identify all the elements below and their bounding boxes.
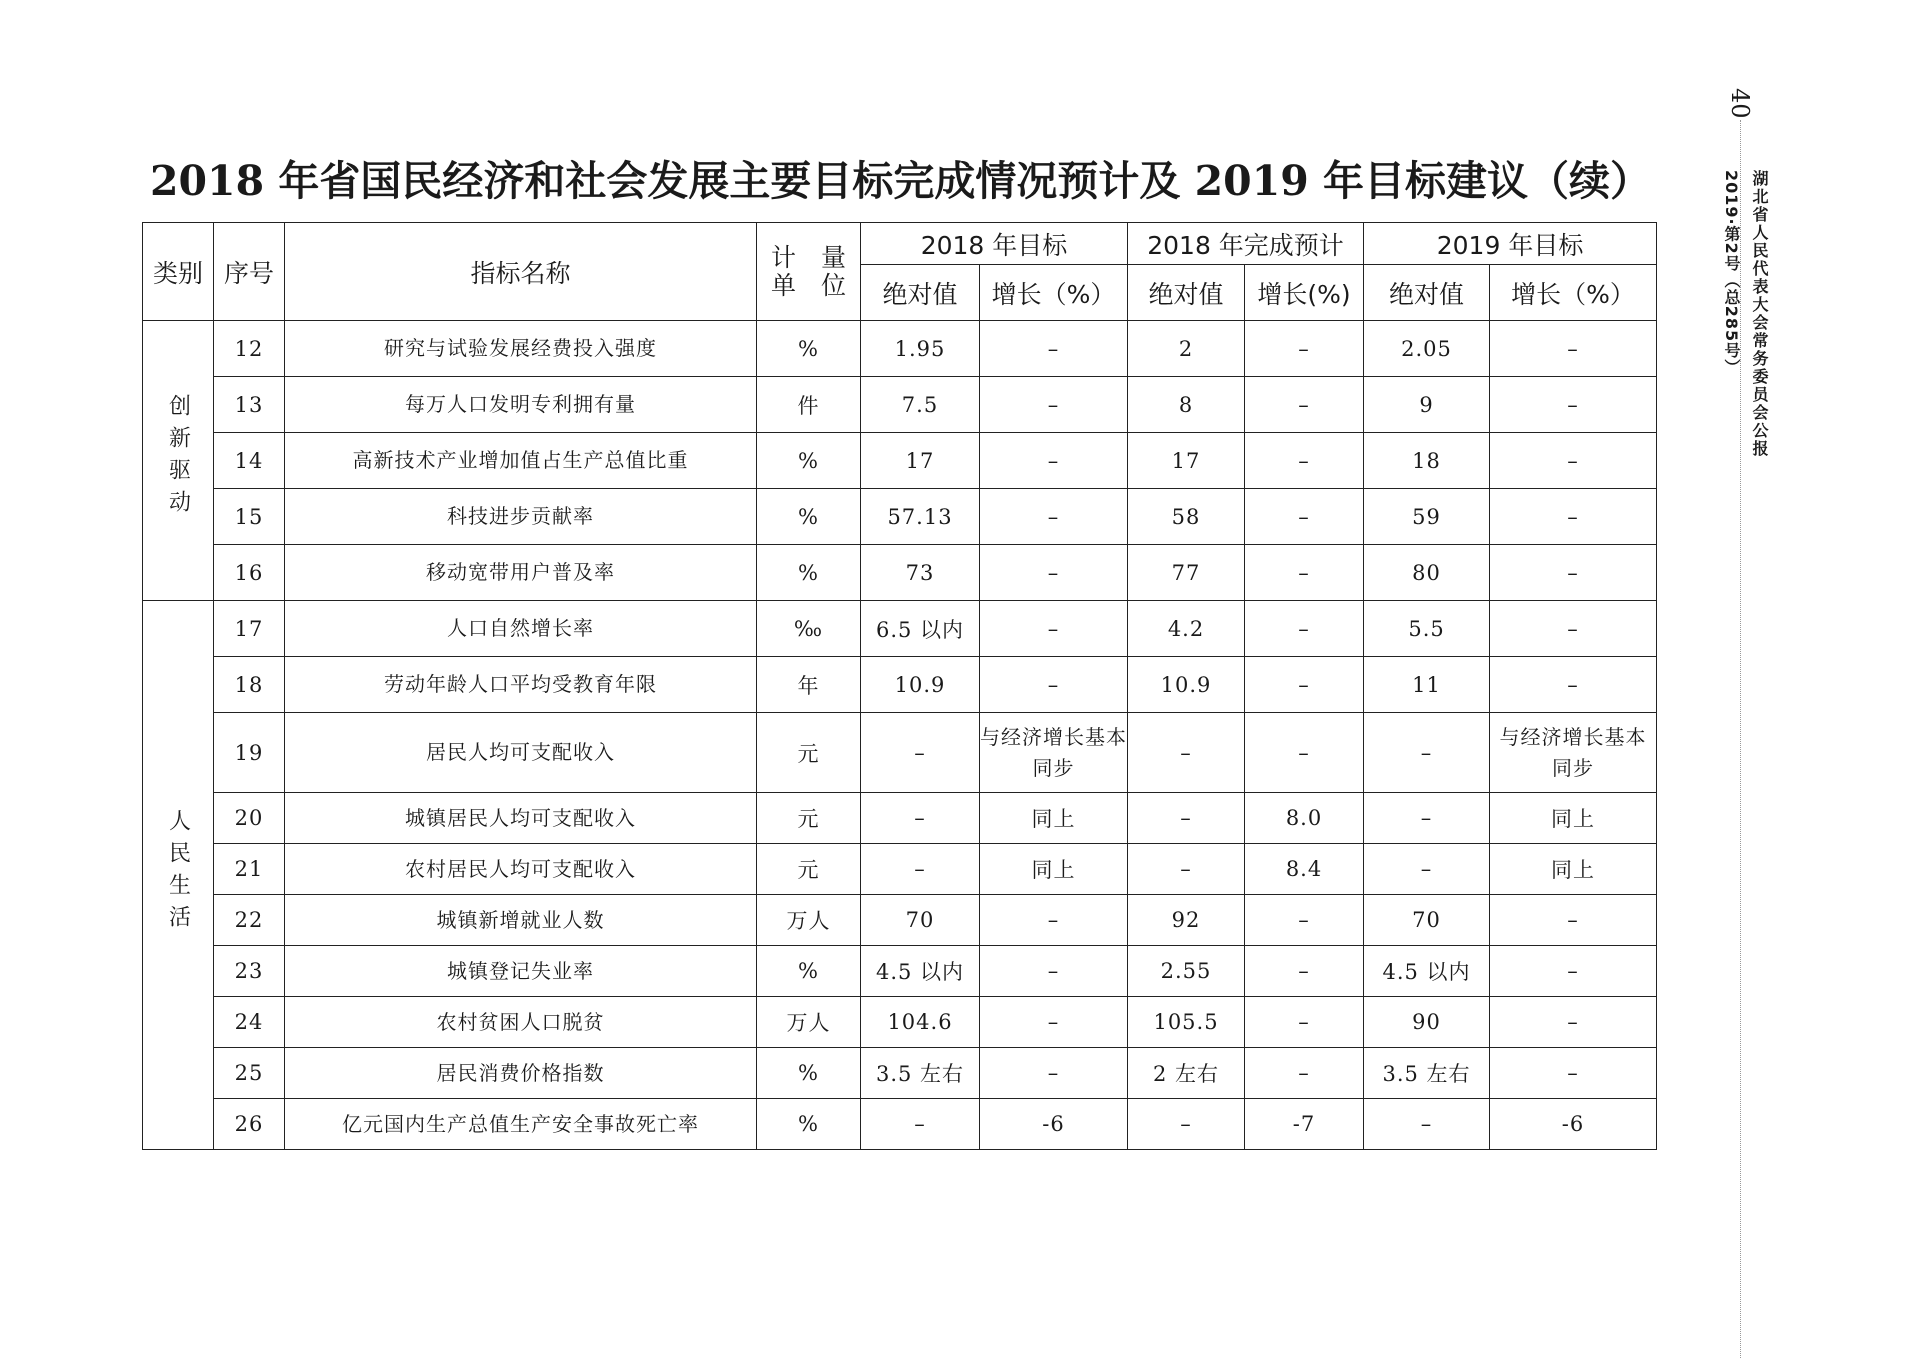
t19-abs-cell: 70 — [1364, 895, 1490, 946]
indicator-name-cell: 高新技术产业增加值占生产总值比重 — [285, 433, 757, 489]
t18-abs-cell: 7.5 — [861, 377, 980, 433]
t19-g-cell: – — [1490, 377, 1657, 433]
t18-abs-cell: 17 — [861, 433, 980, 489]
table-row — [143, 545, 1657, 601]
seq-cell: 20 — [214, 793, 285, 844]
e18-abs-cell: 105.5 — [1128, 997, 1245, 1048]
t18-g-cell: – — [980, 601, 1128, 657]
e18-abs-cell: 92 — [1128, 895, 1245, 946]
t19-g-cell: – — [1490, 433, 1657, 489]
header-2018-target: 2018 年目标 — [861, 223, 1128, 265]
unit-cell: 年 — [757, 657, 861, 713]
header-unit-text: 计 量 单 位 — [770, 242, 846, 300]
t19-g-cell: – — [1490, 1048, 1657, 1099]
unit-cell: % — [757, 321, 861, 377]
t19-abs-cell: 11 — [1364, 657, 1490, 713]
table-row — [143, 433, 1657, 489]
e18-abs-cell: – — [1128, 844, 1245, 895]
e18-g-cell: – — [1245, 1048, 1364, 1099]
t18-abs-cell: 3.5 左右 — [861, 1048, 980, 1099]
table-row — [143, 997, 1657, 1048]
seq-cell: 25 — [214, 1048, 285, 1099]
t18-g-cell: – — [980, 545, 1128, 601]
seq-cell: 26 — [214, 1099, 285, 1150]
e18-g-cell: – — [1245, 657, 1364, 713]
header-2018-estimate: 2018 年完成预计 — [1128, 223, 1364, 265]
t18-g-cell: -6 — [980, 1099, 1128, 1150]
unit-cell: % — [757, 433, 861, 489]
e18-g-cell: – — [1245, 545, 1364, 601]
category-cell — [143, 321, 214, 601]
unit-cell: % — [757, 489, 861, 545]
t19-g-cell: – — [1490, 946, 1657, 997]
unit-cell: % — [757, 946, 861, 997]
t19-abs-cell: – — [1364, 844, 1490, 895]
t19-abs-cell: 18 — [1364, 433, 1490, 489]
unit-cell: % — [757, 1099, 861, 1150]
t19-g-cell: – — [1490, 321, 1657, 377]
t18-g-cell: – — [980, 489, 1128, 545]
page-title: 2018 年省国民经济和社会发展主要目标完成情况预计及 2019 年目标建议（续） — [150, 157, 1652, 205]
t18-abs-cell: 104.6 — [861, 997, 980, 1048]
t19-abs-cell: 90 — [1364, 997, 1490, 1048]
t19-abs-cell: 9 — [1364, 377, 1490, 433]
header-seq: 序号 — [214, 223, 285, 321]
t18-abs-cell: – — [861, 1099, 980, 1150]
t19-g-cell: – — [1490, 489, 1657, 545]
e18-abs-cell: 4.2 — [1128, 601, 1245, 657]
page-number: 40 — [1726, 88, 1754, 119]
indicator-name-cell: 农村居民人均可支配收入 — [285, 844, 757, 895]
table-row — [143, 489, 1657, 545]
header-abs: 绝对值 — [861, 265, 980, 321]
category-cell — [143, 601, 214, 1150]
table-row — [143, 1099, 1657, 1150]
header-name: 指标名称 — [285, 223, 757, 321]
e18-abs-cell: 2.55 — [1128, 946, 1245, 997]
t18-abs-cell: 4.5 以内 — [861, 946, 980, 997]
table-row — [143, 1048, 1657, 1099]
header-abs: 绝对值 — [1364, 265, 1490, 321]
header-abs: 绝对值 — [1128, 265, 1245, 321]
unit-cell: 元 — [757, 844, 861, 895]
t18-abs-cell: 57.13 — [861, 489, 980, 545]
table-row — [143, 793, 1657, 844]
unit-cell: 元 — [757, 793, 861, 844]
t19-g-cell: – — [1490, 657, 1657, 713]
e18-abs-cell: – — [1128, 793, 1245, 844]
header-unit — [757, 223, 861, 321]
t18-abs-cell: 73 — [861, 545, 980, 601]
unit-cell: % — [757, 545, 861, 601]
t19-abs-cell: 80 — [1364, 545, 1490, 601]
unit-cell: 元 — [757, 713, 861, 793]
e18-abs-cell: 10.9 — [1128, 657, 1245, 713]
table-row — [143, 713, 1657, 793]
t18-g-cell: 与经济增长基本同步 — [980, 713, 1128, 793]
t19-abs-cell: – — [1364, 713, 1490, 793]
t18-abs-cell: – — [861, 793, 980, 844]
indicator-name-cell: 移动宽带用户普及率 — [285, 545, 757, 601]
e18-g-cell: – — [1245, 713, 1364, 793]
t19-abs-cell: 3.5 左右 — [1364, 1048, 1490, 1099]
t18-g-cell: – — [980, 946, 1128, 997]
t18-abs-cell: 1.95 — [861, 321, 980, 377]
t19-g-cell: 与经济增长基本同步 — [1490, 713, 1657, 793]
e18-abs-cell: 58 — [1128, 489, 1245, 545]
e18-g-cell: – — [1245, 433, 1364, 489]
e18-g-cell: – — [1245, 946, 1364, 997]
issue-number: 2019·第2号（总285号） — [1722, 170, 1741, 377]
header-growth: 增长（%） — [980, 265, 1128, 321]
table-row — [143, 601, 1657, 657]
seq-cell: 21 — [214, 844, 285, 895]
targets-table — [142, 222, 1657, 1150]
t18-g-cell: – — [980, 895, 1128, 946]
seq-cell: 13 — [214, 377, 285, 433]
t19-g-cell: – — [1490, 997, 1657, 1048]
t19-g-cell: – — [1490, 895, 1657, 946]
e18-abs-cell: – — [1128, 1099, 1245, 1150]
e18-g-cell: 8.4 — [1245, 844, 1364, 895]
header-category: 类别 — [143, 223, 214, 321]
indicator-name-cell: 科技进步贡献率 — [285, 489, 757, 545]
t18-g-cell: – — [980, 321, 1128, 377]
indicator-name-cell: 劳动年龄人口平均受教育年限 — [285, 657, 757, 713]
e18-g-cell: – — [1245, 489, 1364, 545]
t19-g-cell: 同上 — [1490, 793, 1657, 844]
seq-cell: 14 — [214, 433, 285, 489]
e18-g-cell: – — [1245, 601, 1364, 657]
t19-abs-cell: – — [1364, 793, 1490, 844]
seq-cell: 12 — [214, 321, 285, 377]
seq-cell: 23 — [214, 946, 285, 997]
t18-abs-cell: – — [861, 713, 980, 793]
e18-g-cell: 8.0 — [1245, 793, 1364, 844]
category-innovation: 创新驱动 — [165, 394, 191, 522]
indicator-name-cell: 居民人均可支配收入 — [285, 713, 757, 793]
table-row — [143, 377, 1657, 433]
t19-g-cell: 同上 — [1490, 844, 1657, 895]
journal-name: 湖北省人民代表大会常务委员会公报 — [1750, 170, 1769, 458]
t18-abs-cell: – — [861, 844, 980, 895]
table-row — [143, 844, 1657, 895]
unit-cell: ‰ — [757, 601, 861, 657]
e18-g-cell: – — [1245, 377, 1364, 433]
t19-g-cell: -6 — [1490, 1099, 1657, 1150]
header-growth: 增长(%) — [1245, 265, 1364, 321]
header-growth: 增长（%） — [1490, 265, 1657, 321]
e18-g-cell: – — [1245, 895, 1364, 946]
t19-g-cell: – — [1490, 545, 1657, 601]
t18-g-cell: – — [980, 433, 1128, 489]
seq-cell: 19 — [214, 713, 285, 793]
t19-abs-cell: 5.5 — [1364, 601, 1490, 657]
e18-abs-cell: 8 — [1128, 377, 1245, 433]
e18-abs-cell: 17 — [1128, 433, 1245, 489]
unit-cell: % — [757, 1048, 861, 1099]
seq-cell: 17 — [214, 601, 285, 657]
indicator-name-cell: 研究与试验发展经费投入强度 — [285, 321, 757, 377]
seq-cell: 22 — [214, 895, 285, 946]
t18-g-cell: 同上 — [980, 844, 1128, 895]
t18-abs-cell: 6.5 以内 — [861, 601, 980, 657]
table-row — [143, 657, 1657, 713]
t18-g-cell: – — [980, 657, 1128, 713]
t19-abs-cell: 59 — [1364, 489, 1490, 545]
e18-g-cell: -7 — [1245, 1099, 1364, 1150]
t18-g-cell: – — [980, 1048, 1128, 1099]
e18-abs-cell: 2 — [1128, 321, 1245, 377]
t18-abs-cell: 10.9 — [861, 657, 980, 713]
seq-cell: 18 — [214, 657, 285, 713]
e18-abs-cell: – — [1128, 713, 1245, 793]
indicator-name-cell: 每万人口发明专利拥有量 — [285, 377, 757, 433]
indicator-name-cell: 农村贫困人口脱贫 — [285, 997, 757, 1048]
t18-g-cell: – — [980, 997, 1128, 1048]
t18-g-cell: 同上 — [980, 793, 1128, 844]
e18-g-cell: – — [1245, 997, 1364, 1048]
indicator-name-cell: 人口自然增长率 — [285, 601, 757, 657]
table-row — [143, 946, 1657, 997]
indicator-name-cell: 城镇登记失业率 — [285, 946, 757, 997]
unit-cell: 万人 — [757, 895, 861, 946]
e18-abs-cell: 2 左右 — [1128, 1048, 1245, 1099]
category-livelihood: 人民生活 — [165, 808, 191, 937]
t18-abs-cell: 70 — [861, 895, 980, 946]
t19-abs-cell: – — [1364, 1099, 1490, 1150]
seq-cell: 24 — [214, 997, 285, 1048]
table-row — [143, 321, 1657, 377]
indicator-name-cell: 城镇居民人均可支配收入 — [285, 793, 757, 844]
indicator-name-cell: 亿元国内生产总值生产安全事故死亡率 — [285, 1099, 757, 1150]
t19-g-cell: – — [1490, 601, 1657, 657]
indicator-name-cell: 城镇新增就业人数 — [285, 895, 757, 946]
e18-abs-cell: 77 — [1128, 545, 1245, 601]
seq-cell: 16 — [214, 545, 285, 601]
t19-abs-cell: 4.5 以内 — [1364, 946, 1490, 997]
unit-cell: 件 — [757, 377, 861, 433]
seq-cell: 15 — [214, 489, 285, 545]
e18-g-cell: – — [1245, 321, 1364, 377]
unit-cell: 万人 — [757, 997, 861, 1048]
table-row — [143, 895, 1657, 946]
header-2019-target: 2019 年目标 — [1364, 223, 1657, 265]
t18-g-cell: – — [980, 377, 1128, 433]
indicator-name-cell: 居民消费价格指数 — [285, 1048, 757, 1099]
t19-abs-cell: 2.05 — [1364, 321, 1490, 377]
